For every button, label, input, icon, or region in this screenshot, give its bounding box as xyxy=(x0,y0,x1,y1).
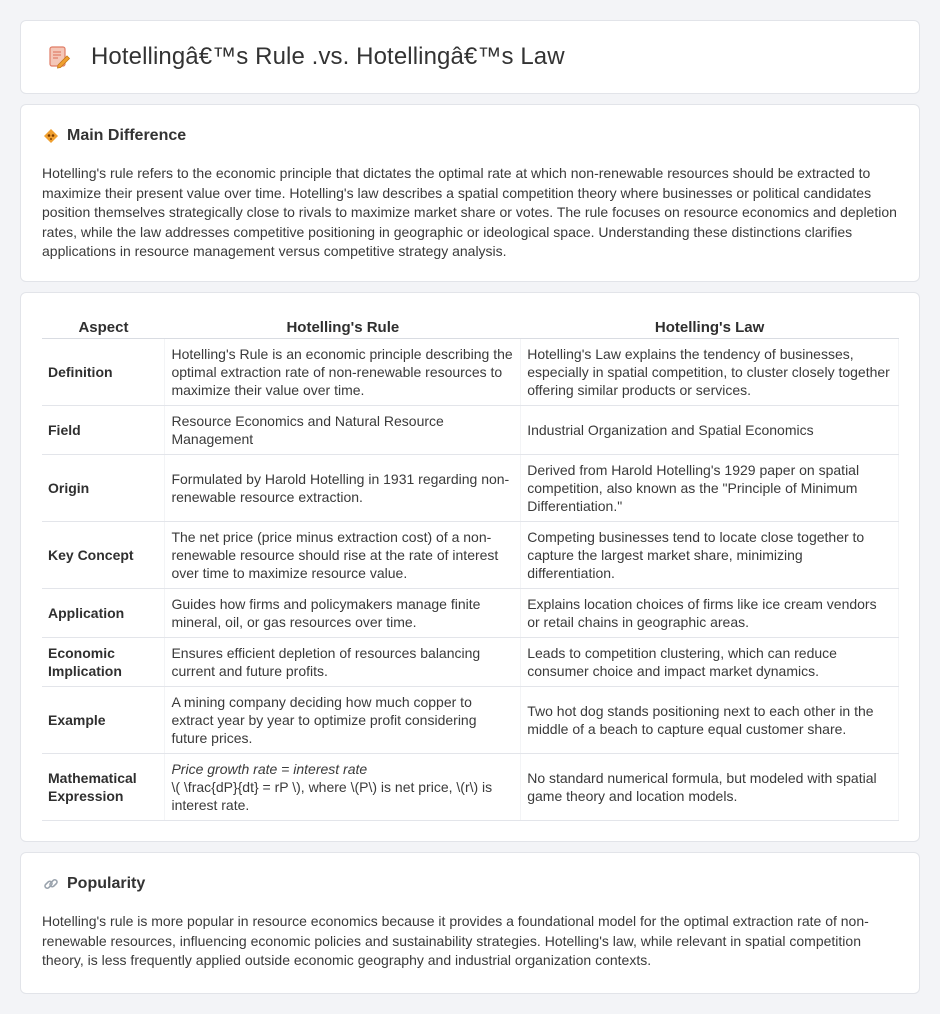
law-cell: Hotelling's Law explains the tendency of businesses, especially in spatial competition, to cluster closely together offering similar products or services. xyxy=(521,338,899,405)
main-difference-section xyxy=(20,104,920,282)
table-header-row xyxy=(42,317,899,338)
rule-cell: Resource Economics and Natural Resource Management xyxy=(165,405,521,454)
table-row xyxy=(42,405,899,454)
law-cell: No standard numerical formula, but modeled with spatial game theory and location models. xyxy=(521,753,899,820)
rule-cell: A mining company deciding how much copper to extract year by year to optimize profit considering future prices. xyxy=(165,686,521,753)
law-cell: Leads to competition clustering, which can reduce consumer choice and impact market dynamics. xyxy=(521,637,899,686)
comparison-table-section xyxy=(20,292,920,842)
aspect-cell: Example xyxy=(42,686,165,753)
rule-cell: Ensures efficient depletion of resources balancing current and future profits. xyxy=(165,637,521,686)
aspect-cell: Origin xyxy=(42,454,165,521)
aspect-cell: Mathematical Expression xyxy=(42,753,165,820)
formula-text: \( \frac{dP}{dt} = rP \), where \(P\) is net price, \(r\) is interest rate. xyxy=(171,778,493,813)
rule-cell: The net price (price minus extraction cost) of a non-renewable resource should rise at the rate of interest over time to maximize resource value. xyxy=(165,521,521,588)
table-row xyxy=(42,454,899,521)
comparison-table xyxy=(42,317,899,821)
page-title: Hotellingâ€™s Rule .vs. Hotellingâ€™s Law xyxy=(91,43,565,70)
rule-cell: Hotelling's Rule is an economic principle describing the optimal extraction rate of non-renewable resources to maximize their value over time. xyxy=(165,338,521,405)
table-row xyxy=(42,686,899,753)
rule-cell: Guides how firms and policymakers manage finite mineral, oil, or gas resources over time. xyxy=(165,588,521,637)
main-difference-text: Hotelling's rule refers to the economic principle that dictates the optimal rate at which non-renewable resources should be extracted to maximize their present value over time. Hotelling's law describes a spatial competition theory where businesses or political candidates position themselves strategically close to rivals to maximize market share or votes. The rule focuses on resource economics and depletion rates, while the law addresses competitive positioning in geographic or ideological space. Understanding these distinctions clarifies applications in resource management versus competitive strategy analysis. xyxy=(42,165,897,259)
diamond-warning-icon xyxy=(43,128,59,144)
document-pencil-icon xyxy=(45,43,73,71)
main-difference-title: Main Difference xyxy=(67,127,187,144)
aspect-cell: Key Concept xyxy=(42,521,165,588)
link-icon xyxy=(43,876,59,892)
table-row xyxy=(42,521,899,588)
law-cell: Competing businesses tend to locate close together to capture the largest market share, minimizing differentiation. xyxy=(521,521,899,588)
table-row xyxy=(42,338,899,405)
table-row xyxy=(42,753,899,820)
aspect-cell: Definition xyxy=(42,338,165,405)
law-cell: Industrial Organization and Spatial Economics xyxy=(521,405,899,454)
header-hotellings-law: Hotelling's Law xyxy=(521,317,899,338)
popularity-section xyxy=(20,852,920,994)
rule-cell: Formulated by Harold Hotelling in 1931 regarding non-renewable resource extraction. xyxy=(165,454,521,521)
header-aspect: Aspect xyxy=(42,317,165,338)
table-row xyxy=(42,637,899,686)
rule-cell xyxy=(165,753,521,820)
popularity-title: Popularity xyxy=(67,875,146,892)
aspect-cell: Economic Implication xyxy=(42,637,165,686)
aspect-cell: Application xyxy=(42,588,165,637)
aspect-cell: Field xyxy=(42,405,165,454)
header-hotellings-rule: Hotelling's Rule xyxy=(165,317,521,338)
law-cell: Derived from Harold Hotelling's 1929 paper on spatial competition, also known as the "Principle of Minimum Differentiation." xyxy=(521,454,899,521)
law-cell: Two hot dog stands positioning next to each other in the middle of a beach to capture equal customer share. xyxy=(521,686,899,753)
law-cell: Explains location choices of firms like ice cream vendors or retail chains in geographic areas. xyxy=(521,588,899,637)
popularity-text: Hotelling's rule is more popular in resource economics because it provides a foundational model for the optimal extraction rate of non-renewable resources, influencing economic policies and sustainability strategies. Hotelling's law, while relevant in spatial competition theory, is less frequently applied outside economic geography and industrial organization contexts. xyxy=(42,913,869,968)
formula-name: Price growth rate = interest rate xyxy=(171,760,368,777)
header-card xyxy=(20,20,920,94)
table-row xyxy=(42,588,899,637)
